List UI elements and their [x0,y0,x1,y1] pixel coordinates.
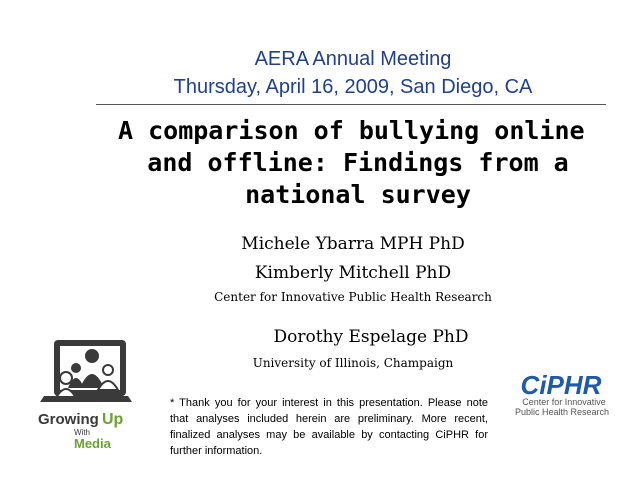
logo-text-center-for: Center for Innovative [522,397,606,407]
family-computer-icon [36,338,136,458]
title-line-2: and offline: Findings from a [147,148,569,177]
conference-date-location: Thursday, April 16, 2009, San Diego, CA [173,76,533,98]
title-line-3: national survey [245,180,471,209]
logo-text-public-health: Public Health Research [514,407,610,417]
affiliation-2: University of Illinois, Champaign [252,356,454,370]
logo-text-media: Media [74,436,111,451]
author-2: Kimberly Mitchell PhD [254,263,452,283]
logo-text-ciphr: CiPHR [520,370,602,400]
logo-text-with: With [74,428,90,437]
ciphr-logo-mark [506,370,616,420]
logo-text-growing: Growing [38,411,99,428]
presentation-title [118,115,598,211]
header-divider [96,104,606,105]
title-line-1: A comparison of bullying online [118,116,585,145]
logo-text-up: Up [102,411,124,428]
ciphr-logo [506,370,616,420]
disclaimer-note: * Thank you for your interest in this presentation. Please note that analyses included herein are preliminary. More recent, finalized analyses may be available by contacting CiPHR for further information. [170,397,488,457]
growing-up-with-media-logo [36,338,136,458]
author-3: Dorothy Espelage PhD [273,327,469,347]
author-1: Michele Ybarra MPH PhD [241,234,465,254]
affiliation-1: Center for Innovative Public Health Research [214,290,492,304]
conference-title: AERA Annual Meeting [254,48,452,70]
